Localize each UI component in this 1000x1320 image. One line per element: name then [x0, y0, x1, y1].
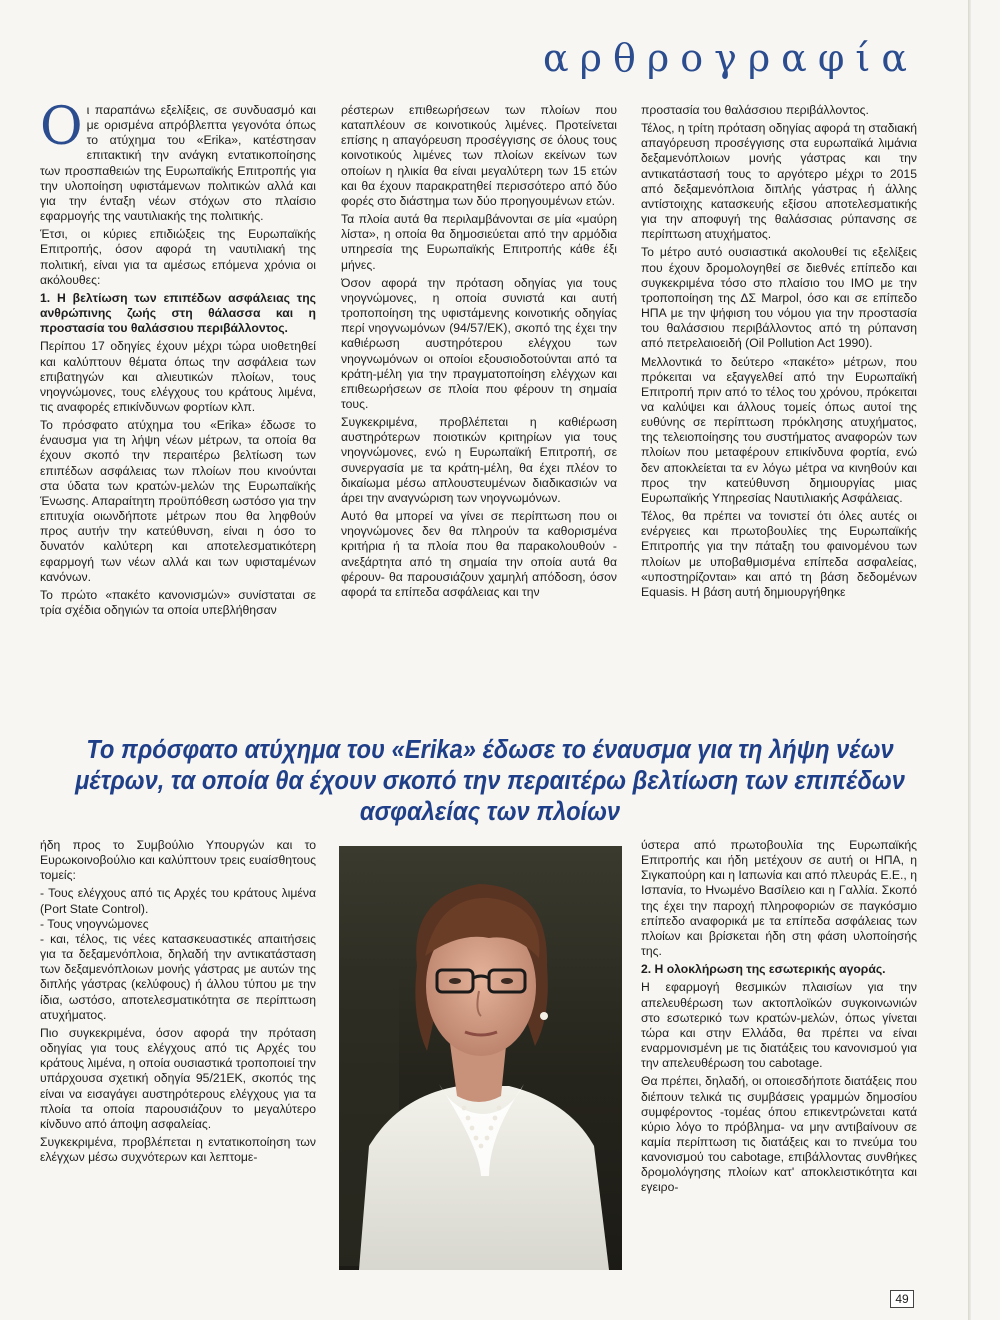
paragraph: Το πρόσφατο ατύχημα του «Erika» έδωσε το έναυσμα για τη λήψη νέων μέτρων, τα οποία θα έχουν σκοπό την περαιτέρω βελτίωση των επιπέδων ασφάλειας των πλοίων που κινούνται στα ύδατα των κρατών-μελών της Ευρωπαϊκής Ένωσης. Απαραίτητη προϋπόθεση ωστόσο για την επιτυχία οιωνδήποτε μέτρων που θα ληφθούν προς αυτήν την κατεύθυνση, είναι η όσο το δυνατόν καλύτερη και αποτελεσματικότερη εφαρμογή των νέων αλλά και των υφισταμένων κανόνων.: [40, 418, 316, 584]
paragraph: Τέλος, η τρίτη πρόταση οδηγίας αφορά τη σταδιακή απαγόρευση προσέγγισης στα ευρωπαϊκά λιμάνια δεξαμενόπλοιων μονής γάστρας και την αντικατάστασή τους το αργότερο μέχρι το 2015 από δεξαμενόπλοια διπλής γάστρας ή άλλης αντίστοιχης κατασκευής εξίσου αποτελεσματικής για την αποφυγή της θαλάσσιας ρύπανσης σε περίπτωση ατυχήματος.: [641, 121, 917, 242]
subheading: 2. Η ολοκλήρωση της εσωτερικής αγοράς.: [641, 962, 886, 977]
paragraph: Έτσι, οι κύριες επιδιώξεις της Ευρωπαϊκής Επιτροπής, όσον αφορά τη ναυτιλιακή της πολιτική, είναι για τα αμέσως επόμενα χρόνια οι ακόλουθες:: [40, 227, 316, 287]
paragraph: Τα πλοία αυτά θα περιλαμβάνονται σε μία «μαύρη λίστα», η οποία θα δημοσιεύεται από την αρμόδια υπηρεσία της Ευρωπαϊκής Επιτροπής κάθε έξι μήνες.: [341, 212, 617, 272]
section-title: αρθρογραφία: [543, 36, 918, 80]
paragraph: ήδη προς το Συμβούλιο Υπουργών και το Ευρωκοινοβούλιο και καλύπτουν τρεις ευαίσθητους τομείς:: [40, 838, 316, 883]
paragraph: ρέστερων επιθεωρήσεων των πλοίων που καταπλέουν σε κοινοτικούς λιμένες. Προτείνεται επίσης η απαγόρευση προσέγγισης σε όλους τους κοινοτικούς λιμένες των πλοίων εκείνων των οποίων η ηλικία θα είναι μεγαλύτερη των 15 ετών και θα έχουν παρακρατηθεί περισσότερο από δύο φορές στο διάστημα των δύο προηγουμένων ετών.: [341, 103, 617, 208]
paragraph: Συγκεκριμένα, προβλέπεται η εντατικοποίηση των ελέγχων μέσω συχνότερων και λεπτομε-: [40, 1134, 316, 1165]
page-edge-rule: [968, 0, 971, 1320]
paragraph: Περίπου 17 οδηγίες έχουν μέχρι τώρα υιοθετηθεί και καλύπτουν θέματα όπως την ασφάλεια των επιβατηγών και αλιευτικών πλοίων, τους νηογνώμονες, τους ελέγχους του κράτους λιμένα, τις αναφορές επικίνδυνων φορτίων κλπ.: [40, 339, 316, 414]
article-column-3: [641, 103, 917, 711]
paragraph: Τέλος, θα πρέπει να τονιστεί ότι όλες αυτές οι ενέργειες και πρωτοβουλίες της Ευρωπαϊκής Επιτροπής για την πάταξη του φαινομένου των πλοίων με υποβαθμισμένα επίπεδα ασφαλείας, «υποστηρίζονται» και από τη βάση δεδομένων Equasis. Η βάση αυτή δημιουργήθηκε: [641, 509, 917, 599]
article-column-5: [641, 838, 917, 1248]
paragraph: Το πρώτο «πακέτο κανονισμών» συνίσταται σε τρία σχέδια οδηγιών τα οποία υπεβλήθησαν: [40, 587, 316, 617]
subheading: 1. Η βελτίωση των επιπέδων ασφάλειας της ανθρώπινης ζωής στη θάλασσα και η προστασία του θαλάσσιου περιβάλλοντος.: [40, 290, 316, 336]
list-item: - Τους ελέγχους από τις Αρχές του κράτους λιμένα (Port State Control).: [40, 886, 316, 916]
paragraph: Μελλοντικά το δεύτερο «πακέτο» μέτρων, που πρόκειται να εξαγγελθεί από την Ευρωπαϊκή Επιτροπή πριν από το τέλος του χρόνου, πρόκειται να καλύψει και άλλους τομείς όπως αυτοί της ευθύνης σε περίπτωση πρόκλησης ατυχήματος, της τελειοποίησης του συστήματος αναφορών των πλοίων που μεταφέρουν επικίνδυνα φορτία, ενώ δεν αποκλείεται τα εν λόγω μέτρα να κινηθούν και προς την κατεύθυνση δημιουργίας μιας Ευρωπαϊκής Υπηρεσίας Ναυτιλιακής Ασφάλειας.: [641, 354, 917, 505]
portrait-illustration: [339, 846, 622, 1270]
list-item: - Τους νηογνώμονες: [40, 916, 149, 931]
page-number: 49: [890, 1290, 914, 1308]
article-column-2: [341, 103, 617, 711]
article-column-1: [40, 103, 316, 711]
article-column-4: [40, 838, 316, 1248]
portrait-photo: [339, 846, 622, 1270]
paragraph: Θα πρέπει, δηλαδή, οι οποιεσδήποτε διατάξεις που διέπουν τελικά τις συμβάσεις γραμμών δημοσίου συμφέροντος -τομέας όπου επικεντρώνεται κατά κύριο λόγο το πρόβλημα- να μην αντιβαίνουν σε καμία περίπτωση τις διατάξεις και το πνεύμα του κανονισμού του cabotage, επιβάλλοντας συνθήκες δρομολόγησης πλοίων κατ' αποκλειστικότητα και εγειρο-: [641, 1074, 917, 1195]
drop-cap: Ο: [40, 103, 83, 157]
paragraph: προστασία του θαλάσσιου περιβάλλοντος.: [641, 103, 869, 117]
pull-quote: Το πρόσφατο ατύχημα του «Erika» έδωσε το έναυσμα για τη λήψη νέων μέτρων, τα οποία θα έχουν σκοπό την περαιτέρω βελτίωση των επιπέδων ασφαλείας των πλοίων: [75, 736, 905, 826]
paragraph: Συγκεκριμένα, προβλέπεται η καθιέρωση αυστηρότερων ποιοτικών κριτηρίων για τους νηογνώμονες, ενώ η Ευρωπαϊκή Επιτροπή, σε συνεργασία με τα κράτη-μέλη, θα έχει πλέον το δικαίωμα μέσω απλουστευμένων διαδικασιών να άρει την αναγνώριση των νηογνωμόνων.: [341, 415, 617, 505]
paragraph: Όσον αφορά την πρόταση οδηγίας για τους νηογνώμονες, η οποία συνιστά και αυτή τροποποίηση της υφιστάμενης κοινοτικής οδηγίας περί νηογνωμόνων (94/57/ΕΚ), σκοπό της έχει την καθιέρωση αυστηρότερου ελέγχου των νηογνωμόνων οι οποίοι εξουσιοδοτούνται από τα κράτη-μέλη για την πραγματοποίηση ελέγχων και επιθεωρήσεων σε πλοία που φέρουν τη σημαία τους.: [341, 275, 617, 411]
paragraph: Πιο συγκεκριμένα, όσον αφορά την πρόταση οδηγίας για τους ελέγχους από τις Αρχές του κράτους λιμένα, η οποία ουσιαστικά τροποποιεί την υπάρχουσα σχετική οδηγία 95/21ΕΚ, σκοπός της είναι να εισαγάγει αυστηρότερους ελέγχους για τα πλοία τα οποία παρουσιάζουν το μεγαλύτερο κίνδυνο από άποψη ασφαλείας.: [40, 1025, 316, 1131]
list-item: - και, τέλος, τις νέες κατασκευαστικές απαιτήσεις για τα δεξαμενόπλοια, δηλαδή την αντικατάσταση των δεξαμενόπλοιων μονής γάστρας με αυτών της διπλής γάστρας (κελύφους) ή άλλου τύπου με την ίδια, ωστόσο, αποτελεσματικότητα σε περίπτωση ατυχήματος.: [40, 931, 316, 1022]
paragraph: Το μέτρο αυτό ουσιαστικά ακολουθεί τις εξελίξεις που έχουν δρομολογηθεί σε διεθνές επίπεδο και συγκεκριμένα τόσο στο πλαίσιο του IMO με την τροποποίηση της ΔΣ Marpol, όσο και σε επίπεδο ΗΠΑ με την ψήφιση του νόμου για την προστασία του θαλάσσιου περιβάλλοντος από τη ρύπανση από πετρελαιοειδή (Oil Pollution Act 1990).: [641, 245, 917, 351]
paragraph: ύστερα από πρωτοβουλία της Ευρωπαϊκής Επιτροπής και ήδη μετέχουν σε αυτή οι ΗΠΑ, η Σιγκαπούρη και η Ιαπωνία και από πλευράς Ε.Ε., η Ισπανία, το Ηνωμένο Βασίλειο και η Γαλλία. Σκοπό της έχει την παροχή πληροφοριών σε παγκόσμιο επίπεδο αναφορικά με τα επίπεδα ασφάλειας των πλοίων και βρίσκεται ήδη στη φάση υλοποίησής της.: [641, 838, 917, 959]
paragraph: Η εφαρμογή θεσμικών πλαισίων για την απελευθέρωση των ακτοπλοϊκών συγκοινωνιών στο εσωτερικό των κρατών-μελών, όπως γίνεται τώρα και στην Ελλάδα, θα πρέπει να είναι εναρμονισμένη με τις διατάξεις του κανονισμού για την απελευθέρωση του cabotage.: [641, 980, 917, 1071]
paragraph: Οι παραπάνω εξελίξεις, σε συνδυασμό και με ορισμένα απρόβλεπτα γεγονότα όπως το ατύχημα του «Erika», κατέστησαν επιτακτική την ανάγκη εντατικοποίησης των προσπαθειών της Ευρωπαϊκής Επιτροπής για την υλοποίηση υφιστάμενων πολιτικών αλλά και για την ένταξη νέων στόχων στο πλαίσιο εφαρμογής της ναυτιλιακής της πολιτικής.: [40, 103, 316, 224]
paragraph: Αυτό θα μπορεί να γίνει σε περίπτωση που οι νηογνώμονες δεν θα πληρούν τα καθορισμένα κριτήρια ή τα πλοία που θα παρακολουθούν - ανεξάρτητα από τη σημαία την οποία αυτά θα φέρουν- θα παρουσιάζουν χαμηλή απόδοση, όσον αφορά τα επίπεδα ασφάλειας και την: [341, 509, 617, 599]
